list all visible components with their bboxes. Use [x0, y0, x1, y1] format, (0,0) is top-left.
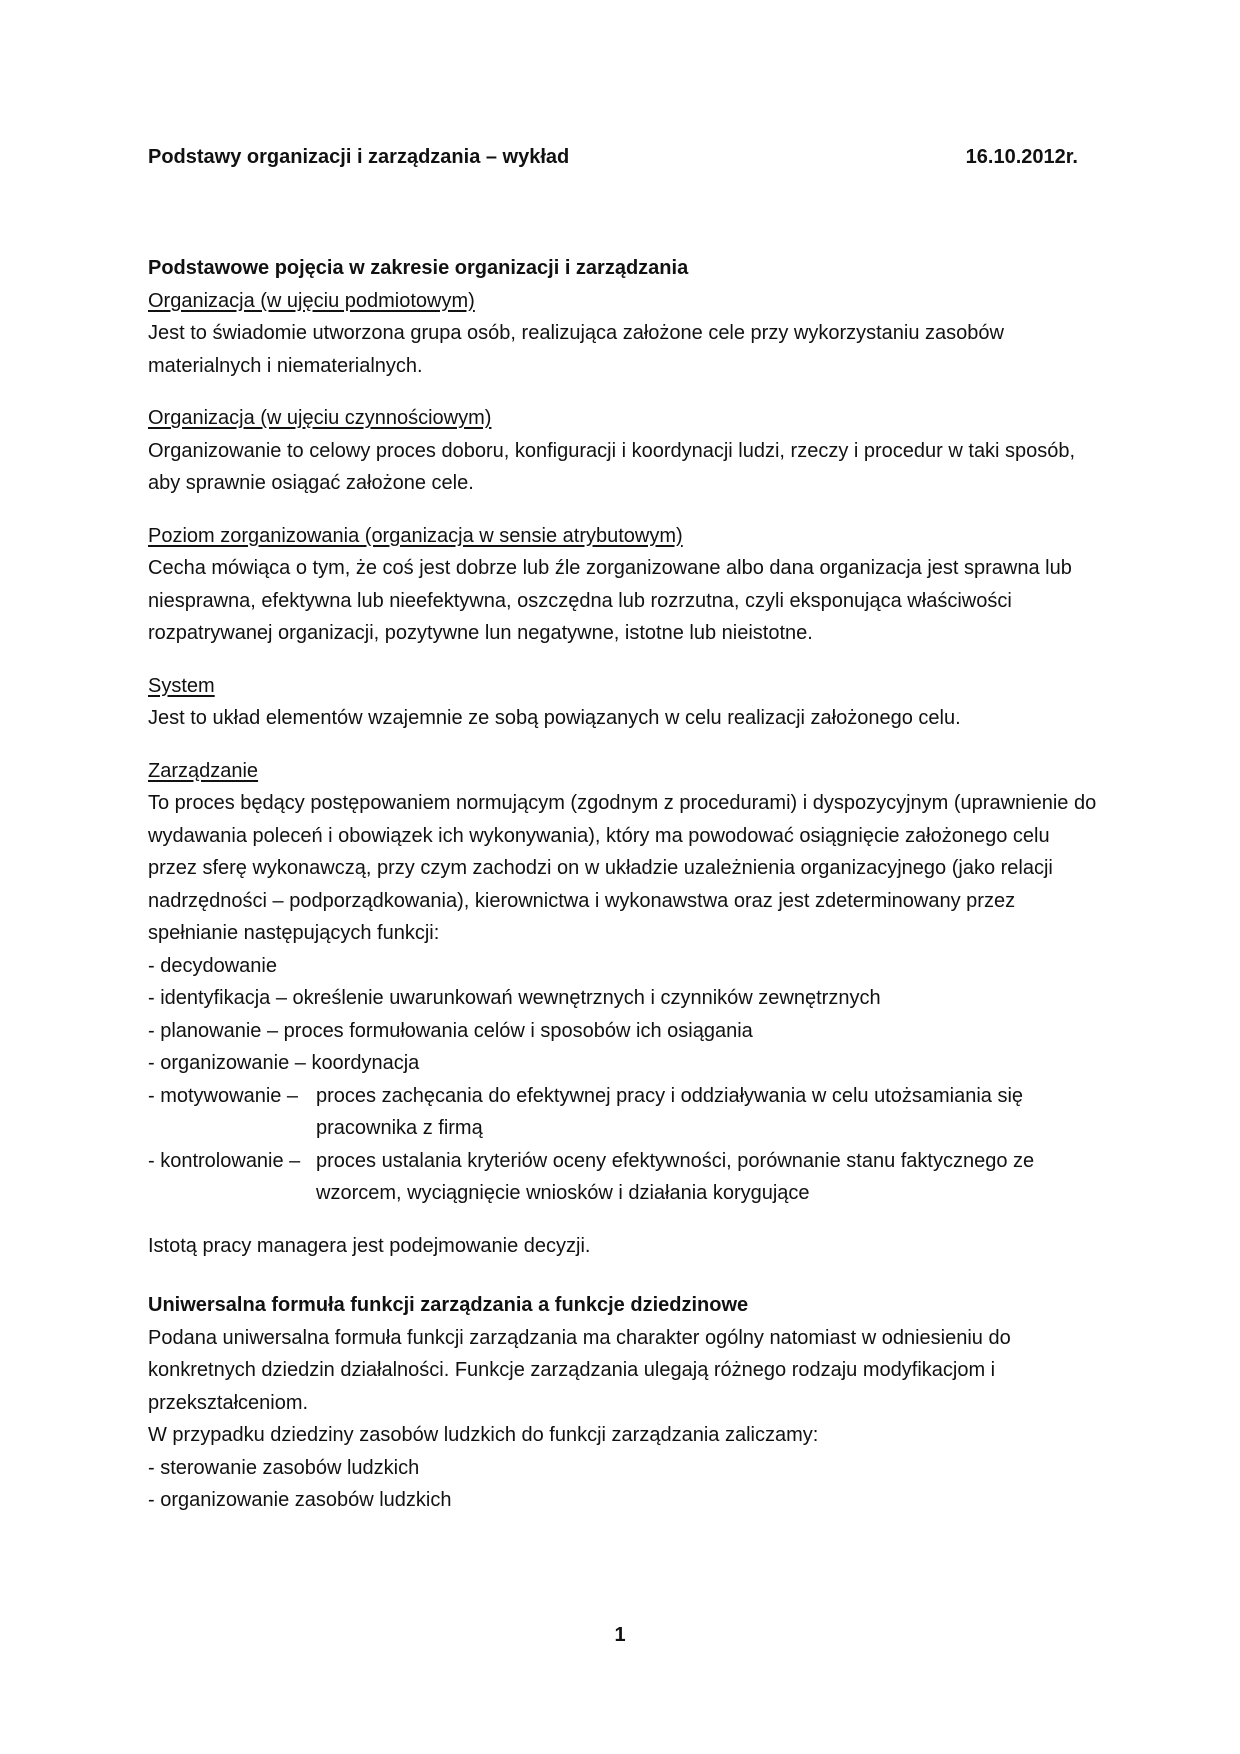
definition-organization-functional [148, 402, 1098, 500]
list-item [148, 1145, 1098, 1210]
definition-term: Organizacja (w ujęciu podmiotowym) [148, 289, 475, 312]
function-label: - identyfikacja – [148, 987, 293, 1009]
function-description: proces formułowania celów i sposobów ich osiągania [283, 1019, 753, 1042]
function-label: - decydowanie [148, 954, 277, 977]
list-item [148, 982, 1098, 1015]
document-body [148, 252, 1098, 1517]
definition-management [148, 755, 1098, 1210]
page-header [148, 146, 1078, 176]
section-heading-basic-concepts: Podstawowe pojęcia w zakresie organizacji i zarządzania [148, 257, 689, 279]
definition-text: Jest to świadomie utworzona grupa osób, realizująca założone cele przy wykorzystaniu zasobów materialnych i niematerialnych. [148, 322, 1004, 377]
list-item [148, 1015, 1098, 1048]
function-label: - kontrolowanie – [148, 1149, 301, 1172]
definition-organization-subjective [148, 285, 1098, 383]
function-label: - planowanie – [148, 1019, 284, 1042]
list-item: - organizowanie zasobów ludzkich [148, 1489, 452, 1511]
lecture-date: 16.10.2012r. [965, 146, 1078, 168]
definition-term: System [148, 674, 215, 697]
definition-text: Organizowanie to celowy proces doboru, konfiguracji i koordynacji ludzi, rzeczy i procedur w taki sposób, aby sprawnie osiągać założone cele. [148, 439, 1076, 494]
lecture-title: Podstawy organizacji i zarządzania – wykład [148, 146, 570, 168]
definition-text: Jest to układ elementów wzajemnie ze sobą powiązanych w celu realizacji założonego celu. [148, 707, 961, 729]
definition-term: Zarządzanie [148, 759, 259, 782]
function-description: koordynacja [311, 1052, 420, 1074]
paragraph: W przypadku dziedziny zasobów ludzkich do funkcji zarządzania zaliczamy: [148, 1424, 819, 1446]
definition-term: Organizacja (w ujęciu czynnościowym) [148, 407, 492, 429]
list-item [148, 950, 1098, 983]
paragraph: Podana uniwersalna formuła funkcji zarządzania ma charakter ogólny natomiast w odniesieniu do konkretnych dziedzin działalności. Funkcje zarządzania ulegają różnego rodzaju modyfikacjom i przekształceniom. [148, 1326, 1011, 1414]
definition-organization-level [148, 520, 1098, 650]
function-label: - motywowanie – [148, 1084, 299, 1107]
list-item [148, 1047, 1098, 1080]
function-label: - organizowanie – [148, 1052, 312, 1074]
definition-system [148, 670, 1098, 735]
function-description: proces ustalania kryteriów oceny efektywności, porównanie stanu faktycznego ze wzorcem, wyciągnięcie wniosków i działania korygujące [316, 1149, 1035, 1204]
management-functions-list [148, 950, 1098, 1210]
function-description: proces zachęcania do efektywnej pracy i oddziaływania w celu utożsamiania się pracownika z firmą [316, 1084, 1024, 1139]
page-number: 1 [614, 1624, 626, 1646]
section-heading-universal-formula: Uniwersalna formuła funkcji zarządzania a funkcje dziedzinowe [148, 1294, 749, 1316]
list-item: - sterowanie zasobów ludzkich [148, 1456, 420, 1479]
hr-functions-list [148, 1452, 1098, 1517]
definition-term: Poziom zorganizowania (organizacja w sensie atrybutowym) [148, 524, 683, 547]
definition-text: Cecha mówiąca o tym, że coś jest dobrze lub źle zorganizowane albo dana organizacja jest sprawna lub niesprawna, efektywna lub nieefektywna, oszczędna lub rozrzutna, czyli eksponująca właściwości rozpatrywanej organizacji, pozytywne lun negatywne, istotne lub nieistotne. [148, 557, 1072, 644]
list-item [148, 1080, 1098, 1145]
function-description: określenie uwarunkowań wewnętrznych i czynników zewnętrznych [292, 987, 881, 1009]
management-conclusion: Istotą pracy managera jest podejmowanie decyzji. [148, 1234, 591, 1257]
definition-text: To proces będący postępowaniem normującym (zgodnym z procedurami) i dyspozycyjnym (uprawnienie do wydawania poleceń i obowiązek ich wykonywania), który ma powodować osiągnięcie założonego celu przez sferę wykonawczą, przy czym zachodzi on w układzie uzależnienia organizacyjnego (jako relacji nadrzędności – podporządkowania), kierownictwa i wykonawstwa oraz jest zdeterminowany przez spełnianie następujących funkcji: [148, 792, 1097, 944]
